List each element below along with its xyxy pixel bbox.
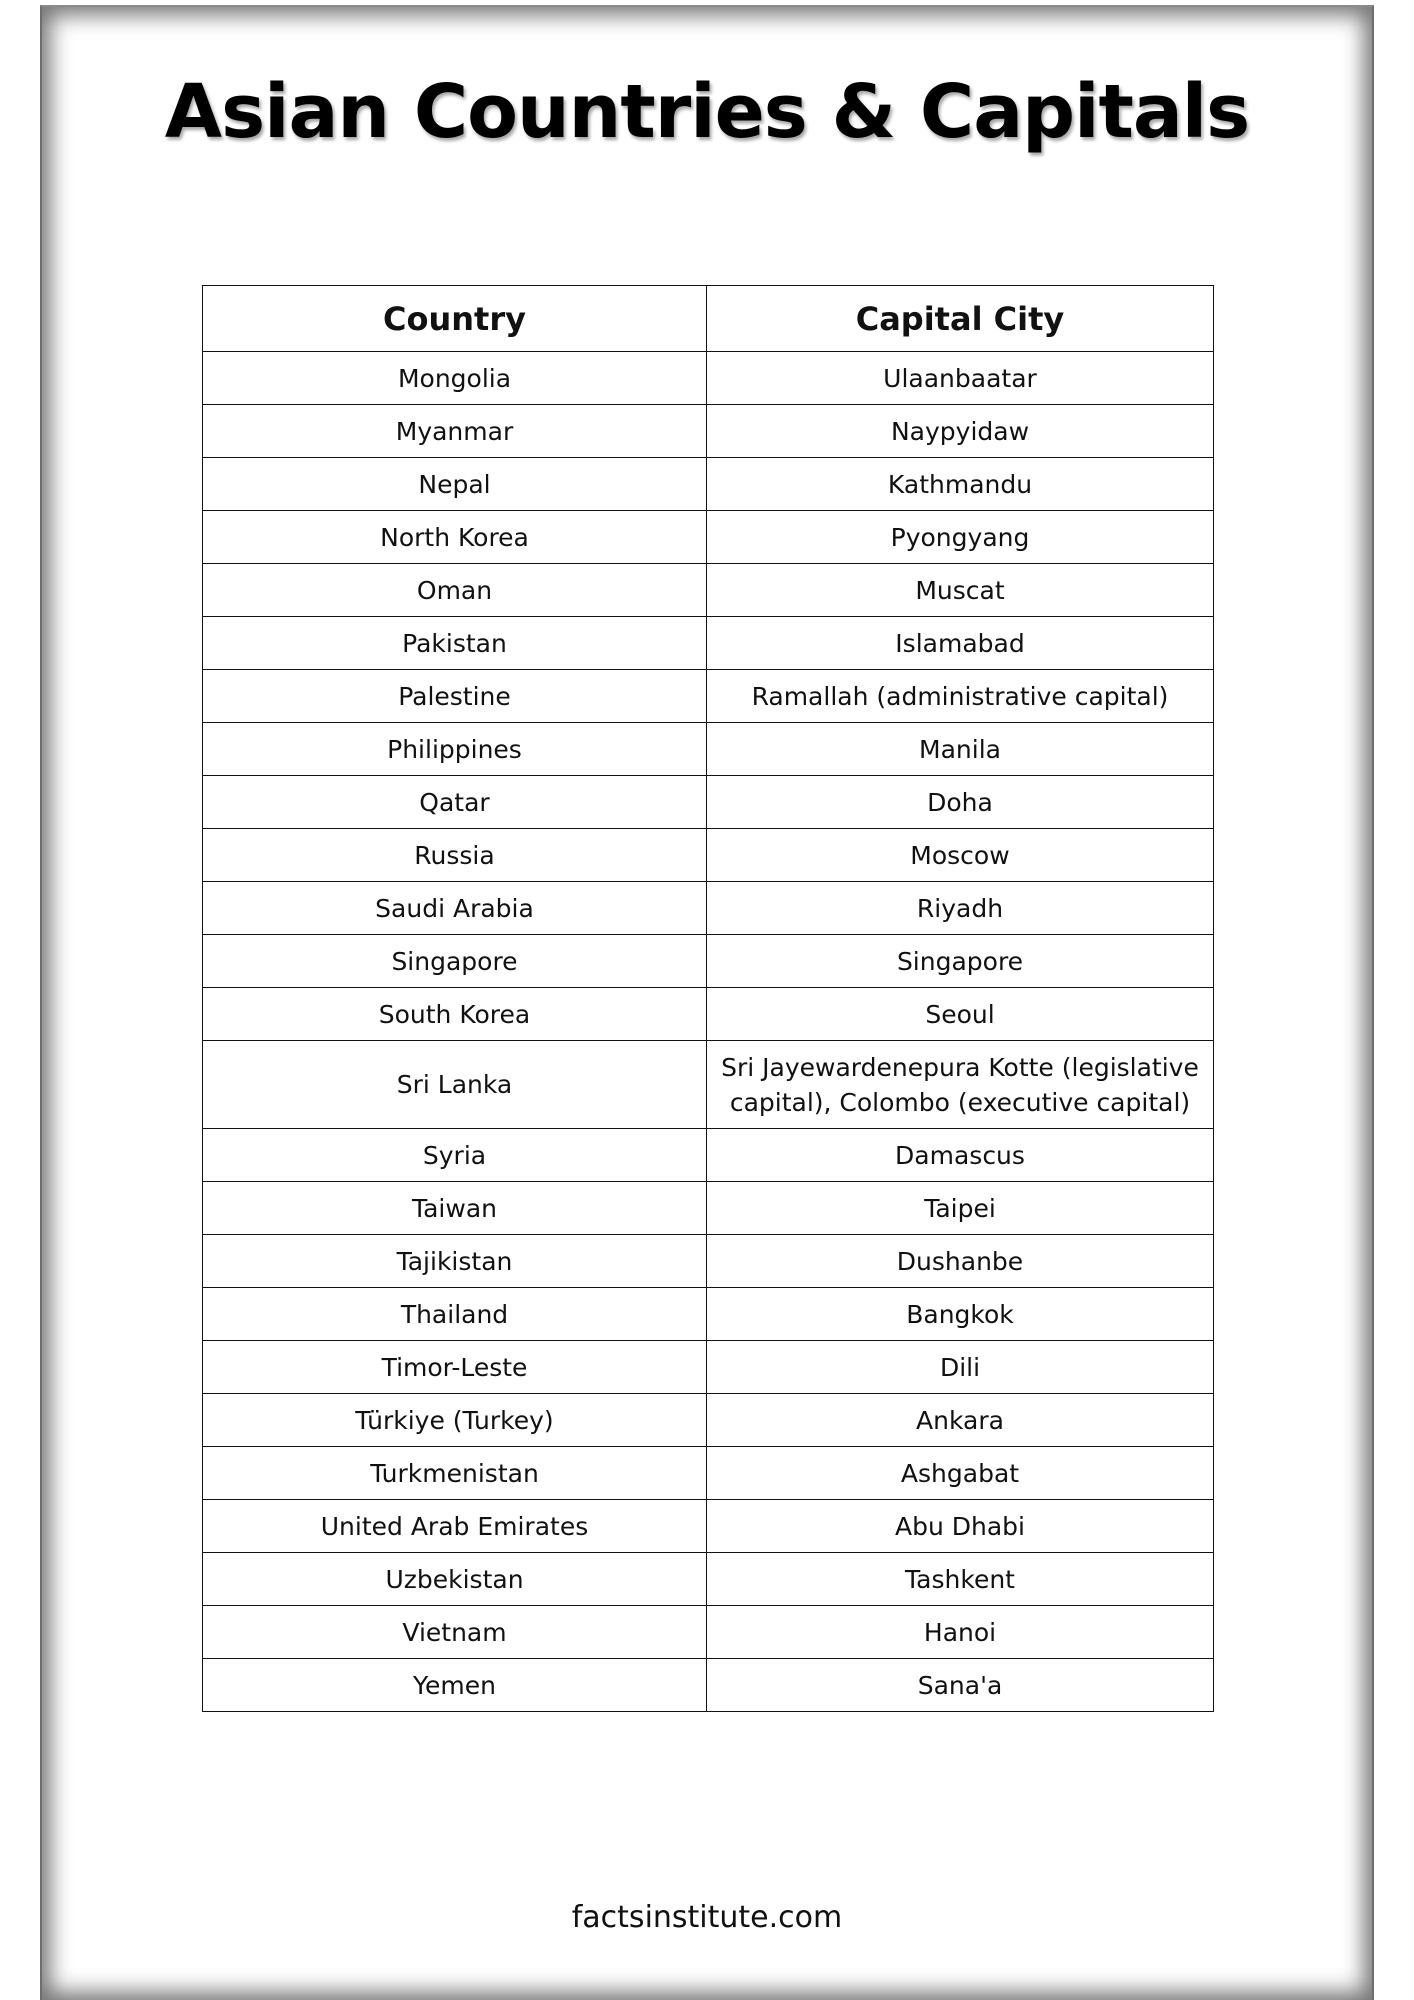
table-row (203, 882, 1214, 935)
table-row (203, 988, 1214, 1041)
capital-cell: Doha (707, 776, 1214, 829)
country-cell: Philippines (203, 723, 707, 776)
capitals-table (202, 285, 1214, 1712)
table-header-row (203, 286, 1214, 352)
country-cell: Qatar (203, 776, 707, 829)
table-row (203, 1659, 1214, 1712)
capital-cell: Islamabad (707, 617, 1214, 670)
table-row (203, 617, 1214, 670)
country-cell: Thailand (203, 1288, 707, 1341)
country-cell: Saudi Arabia (203, 882, 707, 935)
capital-cell: Kathmandu (707, 458, 1214, 511)
country-cell: Pakistan (203, 617, 707, 670)
country-cell: Syria (203, 1129, 707, 1182)
country-cell: Oman (203, 564, 707, 617)
table-row (203, 829, 1214, 882)
capital-cell: Sana'a (707, 1659, 1214, 1712)
country-cell: North Korea (203, 511, 707, 564)
country-cell: Taiwan (203, 1182, 707, 1235)
footer-website: factsinstitute.com (571, 1900, 843, 1935)
capital-cell: Tashkent (707, 1553, 1214, 1606)
country-cell: Sri Lanka (203, 1041, 707, 1129)
capital-cell: Moscow (707, 829, 1214, 882)
country-cell: Mongolia (203, 352, 707, 405)
table-row (203, 1500, 1214, 1553)
table-row (203, 1394, 1214, 1447)
table-row (203, 352, 1214, 405)
capital-cell: Bangkok (707, 1288, 1214, 1341)
table-row (203, 1288, 1214, 1341)
country-cell: South Korea (203, 988, 707, 1041)
country-cell: Palestine (203, 670, 707, 723)
capital-cell: Ulaanbaatar (707, 352, 1214, 405)
country-cell: Türkiye (Turkey) (203, 1394, 707, 1447)
country-cell: Vietnam (203, 1606, 707, 1659)
country-cell: Nepal (203, 458, 707, 511)
capital-cell: Manila (707, 723, 1214, 776)
table-row (203, 511, 1214, 564)
table-row (203, 1182, 1214, 1235)
capital-cell: Singapore (707, 935, 1214, 988)
capital-cell: Taipei (707, 1182, 1214, 1235)
table-row (203, 1235, 1214, 1288)
country-cell: United Arab Emirates (203, 1500, 707, 1553)
table-row (203, 776, 1214, 829)
table-row (203, 1447, 1214, 1500)
capital-cell: Ashgabat (707, 1447, 1214, 1500)
capital-cell: Pyongyang (707, 511, 1214, 564)
capital-cell: Hanoi (707, 1606, 1214, 1659)
capital-cell: Seoul (707, 988, 1214, 1041)
country-cell: Tajikistan (203, 1235, 707, 1288)
table-row (203, 935, 1214, 988)
capital-cell: Riyadh (707, 882, 1214, 935)
country-cell: Myanmar (203, 405, 707, 458)
capital-cell: Sri Jayewardenepura Kotte (legislative capital), Colombo (executive capital) (707, 1041, 1214, 1129)
country-cell: Yemen (203, 1659, 707, 1712)
table-row (203, 1041, 1214, 1129)
table-row (203, 458, 1214, 511)
country-cell: Uzbekistan (203, 1553, 707, 1606)
country-cell: Russia (203, 829, 707, 882)
capital-cell: Dili (707, 1341, 1214, 1394)
capital-cell: Muscat (707, 564, 1214, 617)
table-row (203, 1606, 1214, 1659)
table-row (203, 1129, 1214, 1182)
capital-cell: Ramallah (administrative capital) (707, 670, 1214, 723)
capital-cell: Ankara (707, 1394, 1214, 1447)
capital-cell: Dushanbe (707, 1235, 1214, 1288)
table-row (203, 1553, 1214, 1606)
table-row (203, 723, 1214, 776)
table-row (203, 405, 1214, 458)
country-cell: Singapore (203, 935, 707, 988)
country-cell: Turkmenistan (203, 1447, 707, 1500)
country-cell: Timor-Leste (203, 1341, 707, 1394)
table-row (203, 564, 1214, 617)
page-title: Asian Countries & Capitals (164, 69, 1250, 155)
table-row (203, 1341, 1214, 1394)
table-body (203, 352, 1214, 1712)
capital-cell: Naypyidaw (707, 405, 1214, 458)
capital-cell: Abu Dhabi (707, 1500, 1214, 1553)
capital-cell: Damascus (707, 1129, 1214, 1182)
header-capital-city: Capital City (707, 286, 1214, 352)
table-row (203, 670, 1214, 723)
header-country: Country (203, 286, 707, 352)
